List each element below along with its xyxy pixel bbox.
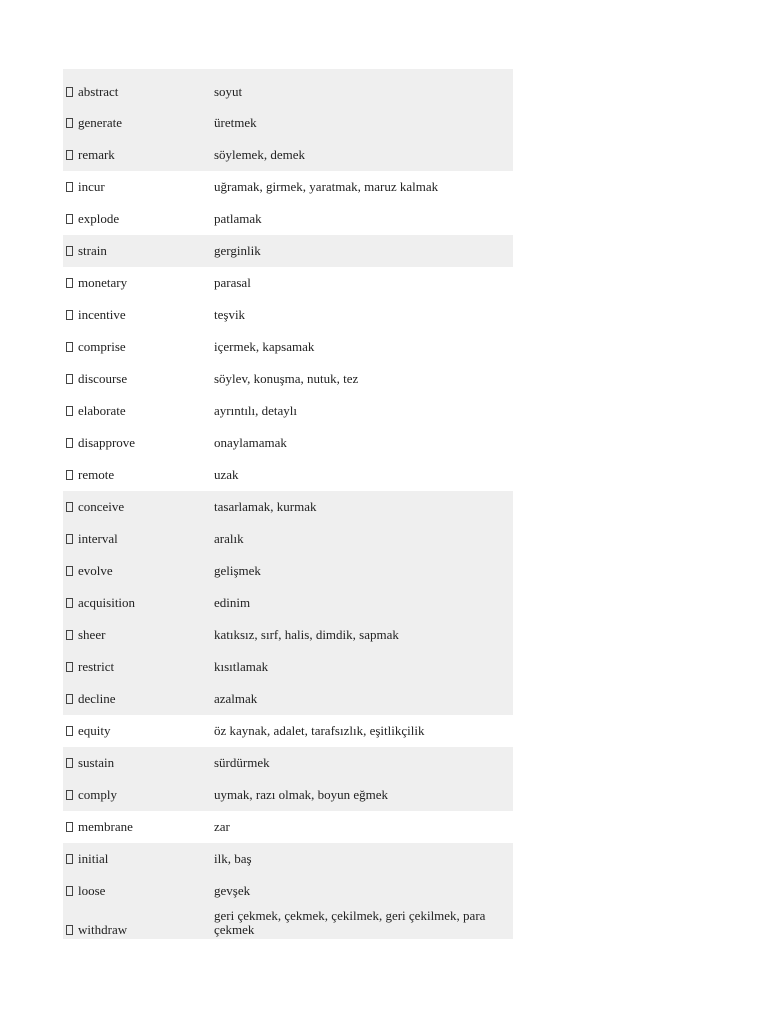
turkish-translation: sürdürmek: [214, 755, 270, 770]
vocabulary-row: [63, 331, 513, 363]
vocabulary-row: [63, 619, 513, 651]
turkish-translation-cell: [214, 427, 513, 459]
english-word: initial: [78, 851, 109, 866]
checkbox-icon[interactable]: [66, 502, 73, 512]
vocabulary-row: [63, 107, 513, 139]
english-word: remark: [78, 147, 115, 162]
english-word: monetary: [78, 275, 128, 290]
turkish-translation-cell: [214, 171, 513, 203]
english-word-cell: [63, 139, 214, 171]
english-word: generate: [78, 115, 123, 130]
turkish-translation: uymak, razı olmak, boyun eğmek: [214, 787, 389, 802]
turkish-translation: kısıtlamak: [214, 659, 269, 674]
checkbox-icon[interactable]: [66, 87, 73, 97]
vocabulary-row: [63, 651, 513, 683]
turkish-translation-cell: [214, 203, 513, 235]
turkish-translation-cell: [214, 555, 513, 587]
turkish-translation: söylemek, demek: [214, 147, 305, 162]
checkbox-icon[interactable]: [66, 566, 73, 576]
english-word-cell: [63, 363, 214, 395]
english-word: sustain: [78, 755, 115, 770]
vocabulary-row: [63, 715, 513, 747]
turkish-translation: azalmak: [214, 691, 258, 706]
vocabulary-row: [63, 811, 513, 843]
turkish-translation-cell: [214, 267, 513, 299]
checkbox-icon[interactable]: [66, 854, 73, 864]
turkish-translation-cell: [214, 299, 513, 331]
checkbox-icon[interactable]: [66, 246, 73, 256]
turkish-translation: katıksız, sırf, halis, dimdik, sapmak: [214, 627, 399, 642]
english-word: comprise: [78, 339, 126, 354]
english-word-cell: [63, 619, 214, 651]
english-word: restrict: [78, 659, 115, 674]
vocabulary-row: [63, 203, 513, 235]
english-word: incentive: [78, 307, 126, 322]
english-word: interval: [78, 531, 118, 546]
vocabulary-row: [63, 907, 513, 939]
checkbox-icon[interactable]: [66, 470, 73, 480]
english-word-cell: [63, 651, 214, 683]
turkish-translation: onaylamamak: [214, 435, 287, 450]
vocabulary-row: [63, 267, 513, 299]
english-word-cell: [63, 459, 214, 491]
vocabulary-row: [63, 235, 513, 267]
turkish-translation-cell: [214, 139, 513, 171]
english-word: discourse: [78, 371, 128, 386]
english-word-cell: [63, 331, 214, 363]
turkish-translation: içermek, kapsamak: [214, 339, 315, 354]
english-word: elaborate: [78, 403, 126, 418]
english-word: evolve: [78, 563, 113, 578]
vocabulary-row: [63, 587, 513, 619]
checkbox-icon[interactable]: [66, 214, 73, 224]
turkish-translation-cell: [214, 715, 513, 747]
english-word-cell: [63, 875, 214, 907]
vocabulary-row: [63, 139, 513, 171]
english-word-cell: [63, 299, 214, 331]
english-word-cell: [63, 203, 214, 235]
turkish-translation-cell: [214, 69, 513, 107]
turkish-translation: gelişmek: [214, 563, 261, 578]
vocabulary-row: [63, 69, 513, 107]
vocabulary-row: [63, 747, 513, 779]
turkish-translation-cell: [214, 331, 513, 363]
english-word: conceive: [78, 499, 125, 514]
vocabulary-row: [63, 779, 513, 811]
checkbox-icon[interactable]: [66, 310, 73, 320]
english-word-cell: [63, 235, 214, 267]
english-word: remote: [78, 467, 115, 482]
english-word-cell: [63, 267, 214, 299]
turkish-translation-cell: [214, 523, 513, 555]
turkish-translation: ilk, baş: [214, 851, 252, 866]
checkbox-icon[interactable]: [66, 374, 73, 384]
english-word-cell: [63, 171, 214, 203]
vocabulary-row: [63, 875, 513, 907]
turkish-translation-cell: [214, 747, 513, 779]
turkish-translation: uğramak, girmek, yaratmak, maruz kalmak: [214, 179, 439, 194]
english-word-cell: [63, 715, 214, 747]
english-word: loose: [78, 883, 106, 898]
english-word-cell: [63, 587, 214, 619]
english-word: explode: [78, 211, 120, 226]
turkish-translation: söylev, konuşma, nutuk, tez: [214, 371, 359, 386]
turkish-translation: zar: [214, 819, 230, 834]
english-word: equity: [78, 723, 111, 738]
turkish-translation: ayrıntılı, detaylı: [214, 403, 298, 418]
english-word-cell: [63, 779, 214, 811]
checkbox-icon[interactable]: [66, 662, 73, 672]
turkish-translation-cell: [214, 235, 513, 267]
english-word-cell: [63, 843, 214, 875]
vocabulary-row: [63, 459, 513, 491]
english-word: strain: [78, 243, 107, 258]
turkish-translation-cell: [214, 651, 513, 683]
english-word-cell: [63, 107, 214, 139]
turkish-translation: aralık: [214, 531, 244, 546]
english-word: incur: [78, 179, 105, 194]
turkish-translation: gerginlik: [214, 243, 261, 258]
checkbox-icon[interactable]: [66, 150, 73, 160]
turkish-translation-cell: [214, 491, 513, 523]
english-word-cell: [63, 811, 214, 843]
turkish-translation: üretmek: [214, 115, 257, 130]
vocabulary-row: [63, 427, 513, 459]
turkish-translation-cell: [214, 619, 513, 651]
checkbox-icon[interactable]: [66, 886, 73, 896]
turkish-translation: soyut: [214, 83, 243, 99]
checkbox-icon[interactable]: [66, 925, 73, 935]
english-word: abstract: [78, 83, 119, 99]
vocabulary-row: [63, 523, 513, 555]
turkish-translation-cell: [214, 907, 513, 939]
english-word: comply: [78, 787, 117, 802]
turkish-translation: patlamak: [214, 211, 262, 226]
turkish-translation-cell: [214, 875, 513, 907]
turkish-translation: tasarlamak, kurmak: [214, 499, 317, 514]
checkbox-icon[interactable]: [66, 118, 73, 128]
english-word: decline: [78, 691, 116, 706]
vocabulary-row: [63, 171, 513, 203]
turkish-translation: öz kaynak, adalet, tarafsızlık, eşitlikçilik: [214, 723, 425, 738]
vocabulary-row: [63, 491, 513, 523]
checkbox-icon[interactable]: [66, 630, 73, 640]
checkbox-icon[interactable]: [66, 438, 73, 448]
checkbox-icon[interactable]: [66, 758, 73, 768]
english-word: membrane: [78, 819, 133, 834]
turkish-translation-cell: [214, 843, 513, 875]
english-word-cell: [63, 523, 214, 555]
english-word: disapprove: [78, 435, 136, 450]
turkish-translation: edinim: [214, 595, 251, 610]
turkish-translation: geri çekmek, çekmek, çekilmek, geri çekilmek, para çekmek: [214, 908, 486, 937]
checkbox-icon[interactable]: [66, 342, 73, 352]
turkish-translation: teşvik: [214, 307, 246, 322]
turkish-translation-cell: [214, 587, 513, 619]
turkish-translation: uzak: [214, 467, 239, 482]
english-word-cell: [63, 747, 214, 779]
vocabulary-table: [63, 69, 513, 939]
english-word-cell: [63, 395, 214, 427]
turkish-translation-cell: [214, 459, 513, 491]
checkbox-icon[interactable]: [66, 598, 73, 608]
checkbox-icon[interactable]: [66, 822, 73, 832]
vocabulary-row: [63, 299, 513, 331]
vocabulary-row: [63, 843, 513, 875]
turkish-translation: gevşek: [214, 883, 251, 898]
checkbox-icon[interactable]: [66, 182, 73, 192]
english-word: acquisition: [78, 595, 136, 610]
checkbox-icon[interactable]: [66, 534, 73, 544]
vocabulary-row: [63, 683, 513, 715]
english-word-cell: [63, 555, 214, 587]
vocabulary-row: [63, 395, 513, 427]
turkish-translation-cell: [214, 683, 513, 715]
english-word: withdraw: [78, 922, 128, 937]
checkbox-icon[interactable]: [66, 278, 73, 288]
english-word-cell: [63, 427, 214, 459]
english-word-cell: [63, 491, 214, 523]
checkbox-icon[interactable]: [66, 694, 73, 704]
turkish-translation: parasal: [214, 275, 251, 290]
turkish-translation-cell: [214, 811, 513, 843]
checkbox-icon[interactable]: [66, 406, 73, 416]
english-word-cell: [63, 69, 214, 107]
vocabulary-row: [63, 555, 513, 587]
turkish-translation-cell: [214, 779, 513, 811]
english-word-cell: [63, 907, 214, 939]
turkish-translation-cell: [214, 107, 513, 139]
english-word: sheer: [78, 627, 106, 642]
english-word-cell: [63, 683, 214, 715]
vocabulary-row: [63, 363, 513, 395]
vocabulary-table-body: [63, 69, 513, 939]
checkbox-icon[interactable]: [66, 790, 73, 800]
turkish-translation-cell: [214, 395, 513, 427]
turkish-translation-cell: [214, 363, 513, 395]
checkbox-icon[interactable]: [66, 726, 73, 736]
